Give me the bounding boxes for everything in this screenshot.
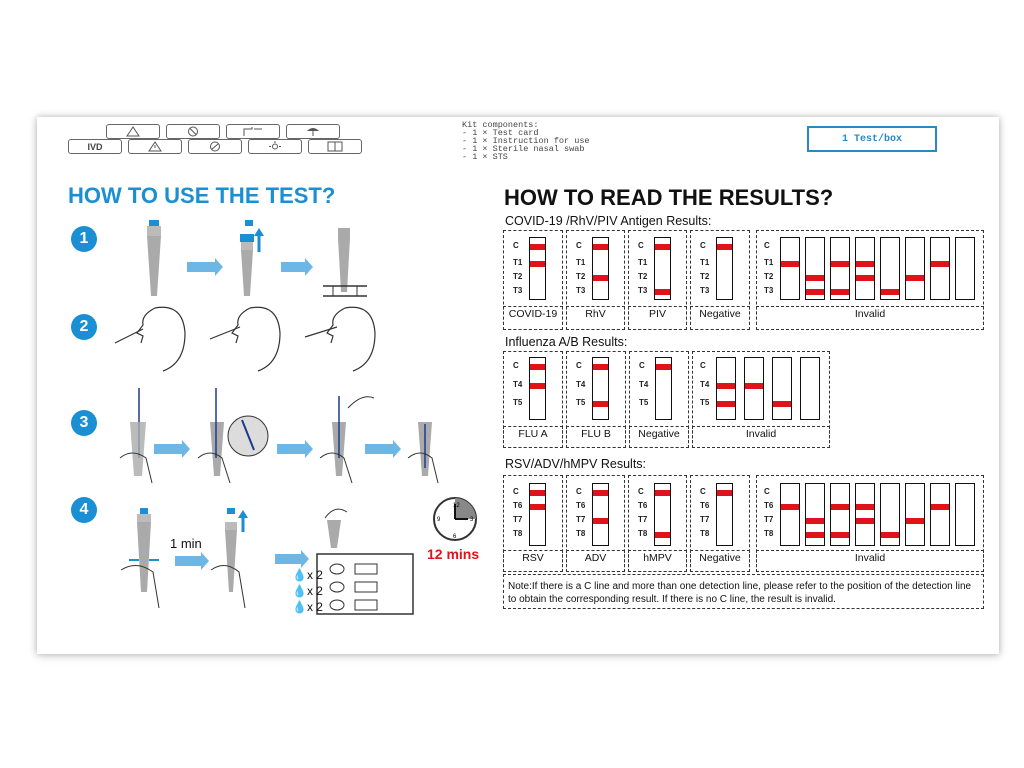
result-band (530, 383, 545, 389)
invalid-strip (805, 237, 825, 300)
timer-clock-icon (432, 496, 478, 542)
result-band (655, 490, 670, 496)
result-label: Negative (638, 428, 680, 440)
invalid-strip (805, 483, 825, 546)
test-cassette-icon (317, 509, 413, 614)
invalid-strip (930, 483, 950, 546)
line-label: C (638, 241, 644, 250)
dropper-tip-icon (211, 508, 248, 608)
invalid-strip (772, 357, 792, 420)
result-band (831, 532, 849, 538)
result-band (717, 401, 735, 407)
result-band (717, 383, 735, 389)
result-band (593, 518, 608, 524)
kit-components (462, 121, 590, 161)
line-label: T4 (576, 380, 586, 389)
result-band (530, 504, 545, 510)
line-label: T3 (513, 286, 523, 295)
keep-away-sunlight-icon (248, 139, 302, 154)
rsv-panel-title: RSV/ADV/hMPV Results: (505, 457, 647, 471)
line-label: T6 (513, 501, 523, 510)
squeeze-tube-icon (121, 508, 159, 608)
invalid-strip (830, 483, 850, 546)
result-band (593, 490, 608, 496)
invalid-strip (905, 237, 925, 300)
temperature-limit-icon (226, 124, 280, 139)
kit-components-title: Kit components: (462, 120, 539, 130)
line-label: T2 (513, 272, 523, 281)
result-band (881, 532, 899, 538)
line-label: T8 (700, 529, 710, 538)
line-label: T6 (700, 501, 710, 510)
drops-count-3: 💧x 2 (292, 600, 323, 614)
line-label: C (576, 487, 582, 496)
result-label: COVID-19 (508, 308, 558, 320)
swab-break-icon (320, 396, 374, 483)
line-label: T8 (513, 529, 523, 538)
result-band (856, 518, 874, 524)
line-label: T3 (638, 286, 648, 295)
line-label: C (513, 487, 519, 496)
caution-symbol-icon (106, 124, 160, 139)
result-band (593, 244, 608, 250)
result-band (831, 289, 849, 295)
test-strip (654, 483, 671, 546)
covid-panel-title: COVID-19 /RhV/PIV Antigen Results: (505, 214, 712, 228)
kit-item: - 1 × Instruction for use (462, 136, 590, 146)
tube-cap-removed-icon (240, 220, 264, 296)
drops-label: x 2 (306, 568, 323, 582)
invalid-strip (955, 237, 975, 300)
line-label: C (700, 241, 706, 250)
kit-item: - 1 × Test card (462, 128, 539, 138)
swab-rotate-icon (198, 388, 268, 483)
result-band (781, 504, 799, 510)
drops-count-1: 💧x 2 (292, 568, 323, 582)
line-label: T8 (576, 529, 586, 538)
invalid-strip (880, 237, 900, 300)
result-band (831, 261, 849, 267)
result-band (530, 244, 545, 250)
result-label: ADV (584, 552, 607, 564)
interpretation-note: Note:If there is a C line and more than one detection line, please refer to the position of the detection line to obtain the corresponding result. If there is no C line, the result is invalid. (508, 581, 972, 605)
result-band (530, 490, 545, 496)
invalid-strip (905, 483, 925, 546)
line-label: C (513, 241, 519, 250)
invalid-strip (780, 483, 800, 546)
invalid-strip (716, 357, 736, 420)
step-4-illustration (115, 508, 415, 618)
clock-number: 3 (470, 517, 474, 523)
result-band (655, 532, 670, 538)
result-band (856, 275, 874, 281)
do-not-reuse-icon (166, 124, 220, 139)
how-to-use-title: HOW TO USE THE TEST? (68, 183, 336, 208)
result-band (856, 504, 874, 510)
result-band (530, 261, 545, 267)
step-1-badge: 1 (71, 226, 97, 252)
result-band (806, 532, 824, 538)
result-band (773, 401, 791, 407)
line-label: C (764, 487, 770, 496)
result-band (806, 275, 824, 281)
invalid-strip (855, 483, 875, 546)
result-band (806, 289, 824, 295)
line-label: C (576, 241, 582, 250)
result-label: Negative (699, 552, 741, 564)
result-label: RSV (522, 552, 544, 564)
test-strip (655, 357, 672, 420)
line-label: T1 (576, 258, 586, 267)
swab-in-tube-icon (120, 388, 152, 483)
result-band (593, 364, 608, 370)
drops-label: x 2 (306, 584, 323, 598)
line-label: T5 (513, 398, 523, 407)
kit-item: - 1 × STS (462, 152, 508, 162)
line-label: T2 (576, 272, 586, 281)
line-label: T2 (764, 272, 774, 281)
line-label: T7 (513, 515, 523, 524)
line-label: T3 (700, 286, 710, 295)
test-strip (716, 237, 733, 300)
result-label: FLU A (518, 428, 548, 440)
one-min-label: 1 min (170, 536, 202, 551)
step-4-badge: 4 (71, 497, 97, 523)
step-3-illustration (112, 388, 442, 488)
invalid-strip (930, 237, 950, 300)
twelve-mins-label: 12 mins (427, 546, 480, 562)
extraction-tube-icon (147, 220, 161, 296)
step-2-badge: 2 (71, 314, 97, 340)
test-strip (529, 237, 546, 300)
line-label: T5 (700, 398, 710, 407)
result-label: hMPV (643, 552, 672, 564)
step-3-badge: 3 (71, 410, 97, 436)
line-label: T8 (638, 529, 648, 538)
line-label: C (513, 361, 519, 370)
invalid-label: Invalid (854, 552, 886, 564)
box-count-badge: 1 Test/box (807, 126, 937, 152)
line-label: T1 (764, 258, 774, 267)
consult-instructions-icon (308, 139, 362, 154)
line-label: T1 (513, 258, 523, 267)
invalid-strip (955, 483, 975, 546)
step-1-illustration (135, 220, 395, 300)
flu-panel-title: Influenza A/B Results: (505, 335, 628, 349)
line-label: T3 (764, 286, 774, 295)
test-strip (592, 357, 609, 420)
result-band (717, 490, 732, 496)
invalid-strip (880, 483, 900, 546)
nasal-swab-head-icon (305, 307, 375, 371)
line-label: C (638, 487, 644, 496)
line-label: T7 (638, 515, 648, 524)
drops-count-2: 💧x 2 (292, 584, 323, 598)
invalid-strip (855, 237, 875, 300)
drops-label: x 2 (306, 600, 323, 614)
line-label: T8 (764, 529, 774, 538)
test-strip (592, 483, 609, 546)
line-label: T5 (576, 398, 586, 407)
invalid-strip (830, 237, 850, 300)
line-label: C (639, 361, 645, 370)
line-label: T1 (638, 258, 648, 267)
symbol-row-top (106, 124, 340, 139)
step-2-illustration (115, 303, 375, 373)
how-to-read-title: HOW TO READ THE RESULTS? (504, 185, 834, 210)
kit-item: - 1 × Sterile nasal swab (462, 144, 585, 154)
line-label: T4 (700, 380, 710, 389)
test-strip (654, 237, 671, 300)
invalid-strip (780, 237, 800, 300)
line-label: T5 (639, 398, 649, 407)
clock-number: 9 (437, 517, 441, 523)
test-strip (529, 357, 546, 420)
line-label: T1 (700, 258, 710, 267)
line-label: C (700, 361, 706, 370)
line-label: T6 (576, 501, 586, 510)
result-band (656, 364, 671, 370)
line-label: T4 (513, 380, 523, 389)
result-band (931, 504, 949, 510)
line-label: C (764, 241, 770, 250)
line-label: T3 (576, 286, 586, 295)
line-label: C (576, 361, 582, 370)
test-strip (529, 483, 546, 546)
line-label: T4 (639, 380, 649, 389)
keep-dry-icon (286, 124, 340, 139)
result-label: FLU B (581, 428, 611, 440)
line-label: T7 (576, 515, 586, 524)
result-band (856, 261, 874, 267)
result-band (593, 275, 608, 281)
clock-number: 12 (453, 503, 460, 509)
result-label: RhV (585, 308, 606, 320)
result-band (806, 518, 824, 524)
line-label: T6 (638, 501, 648, 510)
result-band (881, 289, 899, 295)
result-band (781, 261, 799, 267)
single-use-icon (188, 139, 242, 154)
result-band (906, 518, 924, 524)
swab-capped-tube-icon (408, 422, 438, 483)
nasal-swab-head-icon (210, 307, 280, 371)
result-label: PIV (649, 308, 666, 320)
result-band (906, 275, 924, 281)
result-band (655, 289, 670, 295)
result-band (593, 401, 608, 407)
result-band (655, 244, 670, 250)
invalid-label: Invalid (854, 308, 886, 320)
symbol-row-bottom (68, 139, 362, 154)
invalid-label: Invalid (745, 428, 777, 440)
nasal-swab-head-icon (115, 307, 185, 371)
test-strip (716, 483, 733, 546)
ivd-symbol: IVD (68, 139, 122, 154)
result-band (530, 364, 545, 370)
result-band (831, 504, 849, 510)
invalid-strip (744, 357, 764, 420)
test-strip (592, 237, 609, 300)
line-label: C (700, 487, 706, 496)
tube-in-holder-icon (323, 228, 367, 296)
clock-number: 6 (453, 534, 457, 540)
result-label: Negative (699, 308, 741, 320)
result-band (717, 244, 732, 250)
result-band (931, 261, 949, 267)
invalid-strip (800, 357, 820, 420)
line-label: T7 (700, 515, 710, 524)
line-label: T6 (764, 501, 774, 510)
warning-triangle-icon (128, 139, 182, 154)
line-label: T2 (638, 272, 648, 281)
result-band (745, 383, 763, 389)
line-label: T7 (764, 515, 774, 524)
line-label: T2 (700, 272, 710, 281)
